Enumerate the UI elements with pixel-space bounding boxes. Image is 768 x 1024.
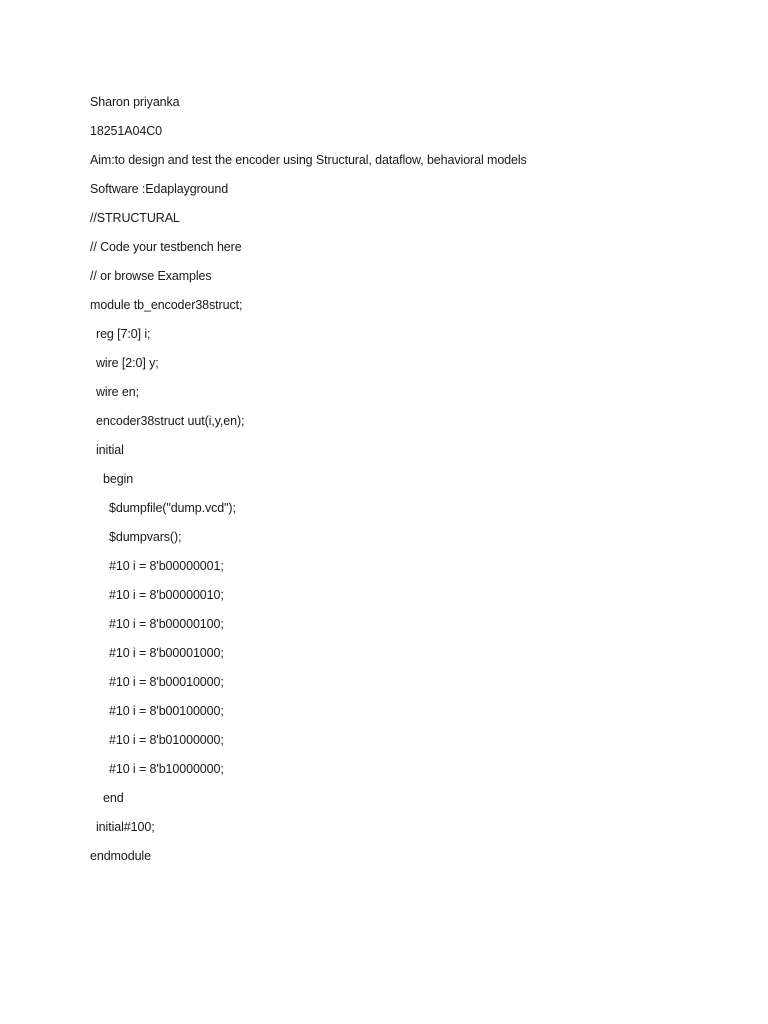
code-line: #10 i = 8'b00000001; — [109, 559, 224, 573]
code-line: initial — [96, 443, 124, 457]
code-line: encoder38struct uut(i,y,en); — [96, 414, 245, 428]
code-line: module tb_encoder38struct; — [90, 298, 243, 312]
code-line: #10 i = 8'b00010000; — [109, 675, 224, 689]
author-name: Sharon priyanka — [90, 95, 180, 109]
code-line: #10 i = 8'b01000000; — [109, 733, 224, 747]
code-line: #10 i = 8'b10000000; — [109, 762, 224, 776]
code-line: // Code your testbench here — [90, 240, 242, 254]
code-line: endmodule — [90, 849, 151, 863]
roll-number: 18251A04C0 — [90, 124, 162, 138]
code-line: #10 i = 8'b00000100; — [109, 617, 224, 631]
code-line: reg [7:0] i; — [96, 327, 151, 341]
code-line: wire en; — [96, 385, 139, 399]
software-line: Software :Edaplayground — [90, 182, 229, 196]
code-line: #10 i = 8'b00001000; — [109, 646, 224, 660]
code-line: $dumpfile("dump.vcd"); — [109, 501, 236, 515]
code-line: begin — [103, 472, 134, 486]
section-heading: //STRUCTURAL — [90, 211, 180, 225]
aim-statement: Aim:to design and test the encoder using Structural, dataflow, behavioral models — [90, 153, 527, 167]
code-line: #10 i = 8'b00100000; — [109, 704, 224, 718]
code-line: end — [103, 791, 124, 805]
code-line: $dumpvars(); — [109, 530, 182, 544]
document-body — [90, 92, 730, 875]
code-line: // or browse Examples — [90, 269, 212, 283]
code-line: initial#100; — [96, 820, 155, 834]
code-line: #10 i = 8'b00000010; — [109, 588, 224, 602]
code-line: wire [2:0] y; — [96, 356, 159, 370]
